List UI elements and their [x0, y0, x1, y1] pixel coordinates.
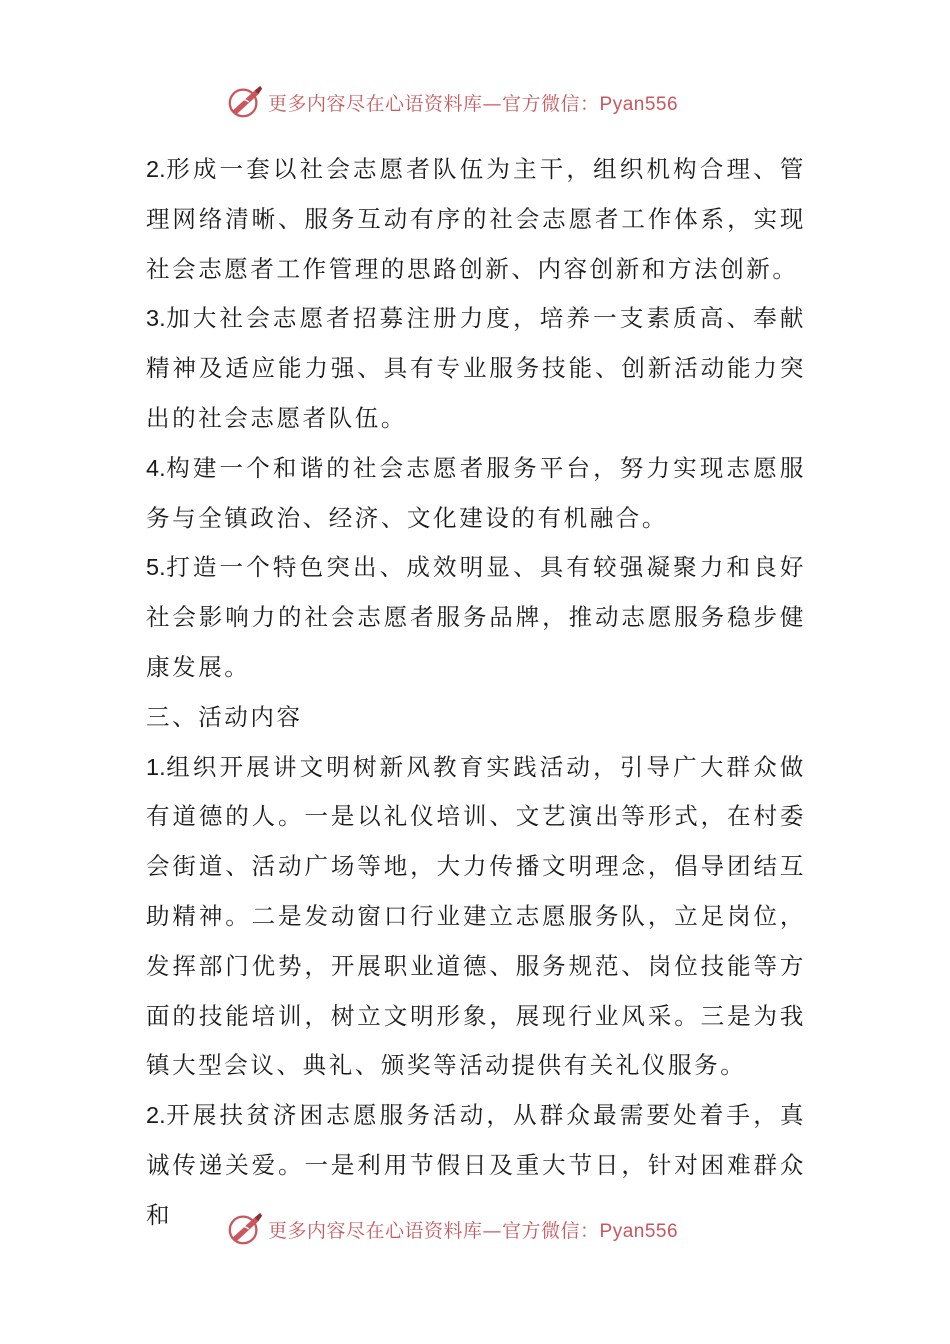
header-banner	[226, 82, 678, 122]
header-wechat-id: Pyan556	[599, 93, 679, 115]
paragraph: 3.加大社会志愿者招募注册力度，培养一支素质高、奉献精神及适应能力强、具有专业服务技能、创新活动能力突出的社会志愿者队伍。	[146, 304, 806, 432]
document-body	[146, 145, 806, 1241]
paragraph: 5.打造一个特色突出、成效明显、具有较强凝聚力和良好社会影响力的社会志愿者服务品牌，推动志愿服务稳步健康发展。	[146, 553, 806, 681]
pen-logo-icon	[226, 83, 264, 121]
pen-logo-icon	[226, 1210, 264, 1248]
footer-banner-text: 更多内容尽在心语资料库—官方微信：Pyan556	[268, 1219, 679, 1242]
footer-wechat-id: Pyan556	[599, 1220, 679, 1242]
paragraph: 4.构建一个和谐的社会志愿者服务平台，努力实现志愿服务与全镇政治、经济、文化建设的有机融合。	[146, 453, 806, 532]
footer-banner	[226, 1209, 678, 1249]
section-heading: 三、活动内容	[146, 702, 303, 731]
header-banner-text: 更多内容尽在心语资料库—官方微信：Pyan556	[268, 92, 679, 115]
paragraph: 1.组织开展讲文明树新风教育实践活动，引导广大群众做有道德的人。一是以礼仪培训、文艺演出等形式，在村委会街道、活动广场等地，大力传播文明理念，倡导团结互助精神。二是发动窗口行业建立志愿服务队，立足岗位，发挥部门优势，开展职业道德、服务规范、岗位技能等方面的技能培训，树立文明形象，展现行业风采。三是为我镇大型会议、典礼、颁奖等活动提供有关礼仪服务。	[146, 752, 806, 1080]
paragraph: 2.形成一套以社会志愿者队伍为主干，组织机构合理、管理网络清晰、服务互动有序的社会志愿者工作体系，实现社会志愿者工作管理的思路创新、内容创新和方法创新。	[146, 155, 806, 283]
paragraph: 2.开展扶贫济困志愿服务活动，从群众最需要处着手，真诚传递关爱。一是利用节假日及重大节日，针对困难群众和	[146, 1101, 806, 1229]
